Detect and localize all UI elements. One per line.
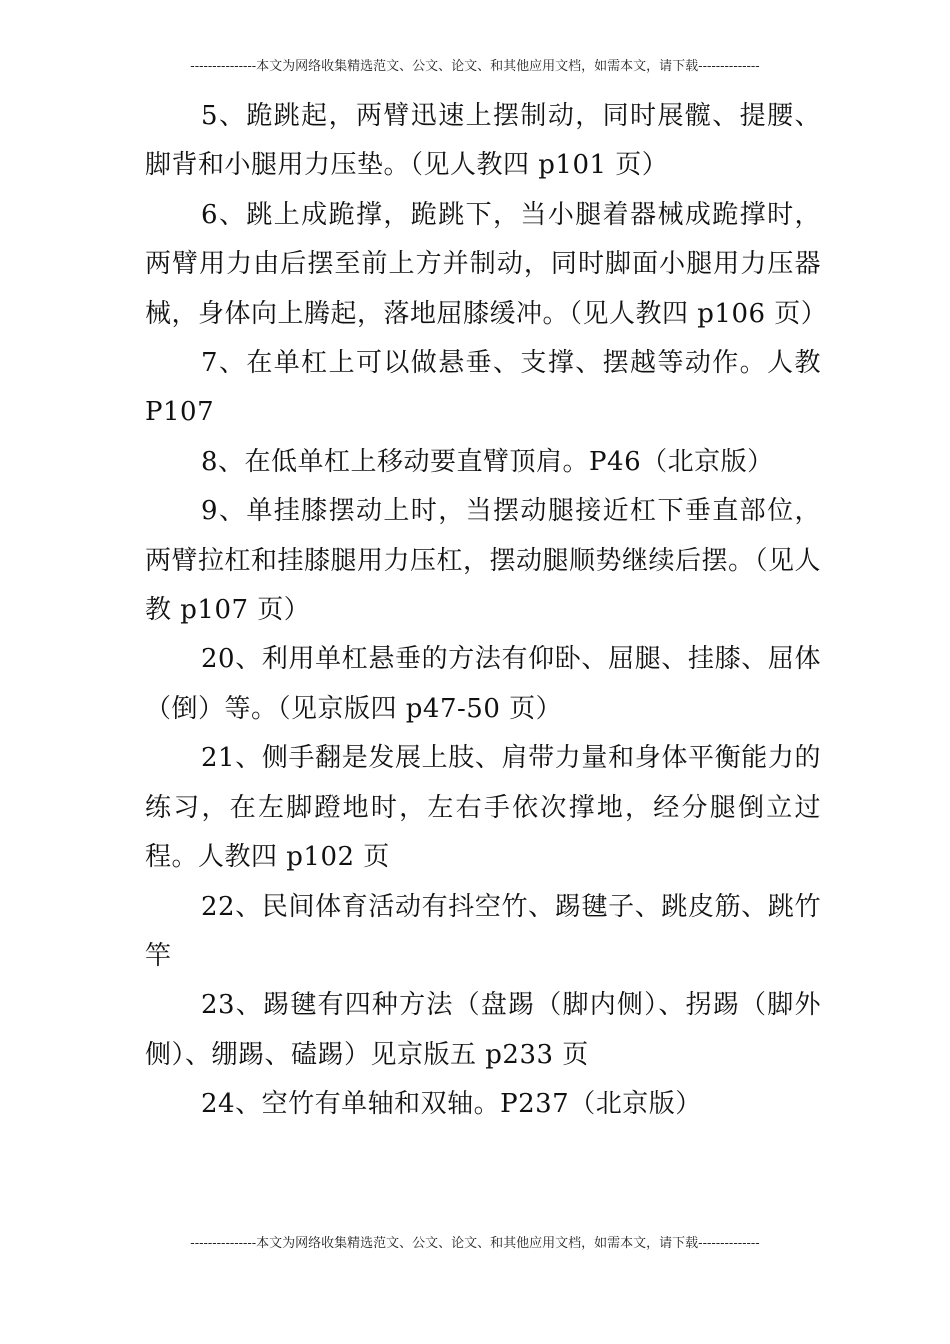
paragraph-23: 23、踢毽有四种方法（盘踢（脚内侧）、拐踢（脚外侧）、绷踢、磕踢）见京版五 p233 页: [145, 990, 821, 1070]
paragraph-22: 22、民间体育活动有抖空竹、踢毽子、跳皮筋、跳竹竿: [145, 891, 821, 971]
paragraph-9: 9、单挂膝摆动上时，当摆动腿接近杠下垂直部位，两臂拉杠和挂膝腿用力压杠，摆动腿顺势继续后摆。（见人教 p107 页）: [145, 496, 822, 626]
paragraph-6: 6、跳上成跪撑，跪跳下，当小腿着器械成跪撑时，两臂用力由后摆至前上方并制动，同时脚面小腿用力压器械，身体向上腾起，落地屈膝缓冲。（见人教四 p106 页）: [145, 199, 828, 329]
header-banner: ---------------本文为网络收集精选范文、公文、论文、和其他应用文档，如需本文，请下载--------------: [190, 59, 760, 74]
paragraph-20: 20、利用单杠悬垂的方法有仰卧、屈腿、挂膝、屈体（倒）等。（见京版四 p47-50 页）: [145, 644, 821, 724]
footer-banner: ---------------本文为网络收集精选范文、公文、论文、和其他应用文档，如需本文，请下载--------------: [190, 1236, 760, 1251]
paragraph-21: 21、侧手翻是发展上肢、肩带力量和身体平衡能力的练习，在左脚蹬地时，左右手依次撑地，经分腿倒立过程。人教四 p102 页: [145, 743, 821, 873]
paragraph-7: 7、在单杠上可以做悬垂、支撑、摆越等动作。人教 P107: [145, 348, 821, 428]
paragraph-5: 5、跪跳起，两臂迅速上摆制动，同时展髋、提腰、脚背和小腿用力压垫。（见人教四 p101 页）: [145, 101, 821, 181]
document-body: [145, 92, 828, 1130]
paragraph-8: 8、在低单杠上移动要直臂顶肩。P46（北京版）: [201, 446, 774, 477]
paragraph-24: 24、空竹有单轴和双轴。P237（北京版）: [201, 1089, 702, 1120]
